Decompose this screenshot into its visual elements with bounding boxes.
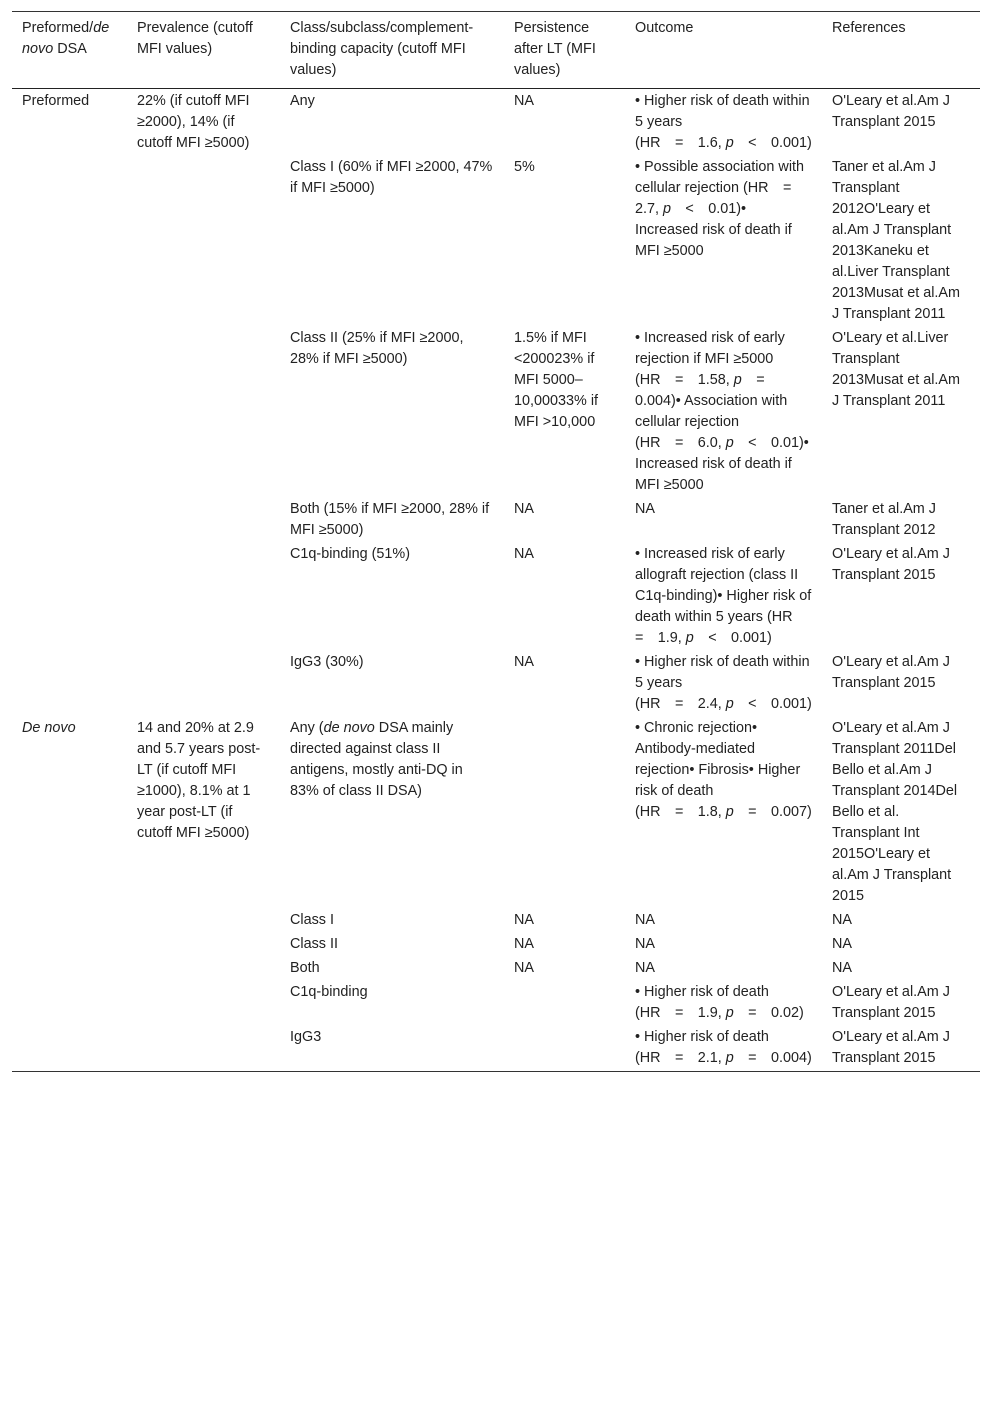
dsa-table: [12, 11, 980, 1072]
header-row: [12, 12, 980, 89]
prevalence-cell: 14 and 20% at 2.9 and 5.7 years post-LT (if cutoff MFI ≥1000), 8.1% at 1 year post-LT (if cutoff MFI ≥5000): [137, 720, 261, 841]
persistence-cell: 1.5% if MFI <200023% if MFI 5000–10,00033% if MFI >10,000: [514, 330, 599, 430]
class-cell: Both (15% if MFI ≥2000, 28% if MFI ≥5000): [290, 501, 490, 538]
header-dsa-type: Preformed/de novo DSA: [22, 20, 110, 57]
class-cell: C1q-binding: [290, 984, 368, 1000]
persistence-cell: NA: [514, 912, 534, 928]
persistence-cell: NA: [514, 546, 534, 562]
persistence-cell: NA: [514, 654, 534, 670]
persistence-cell: NA: [514, 960, 534, 976]
references-cell: O'Leary et al.Liver Transplant 2013Musat et al.Am J Transplant 2011: [832, 330, 960, 409]
references-cell: O'Leary et al.Am J Transplant 2015: [832, 93, 950, 130]
prevalence-cell: 22% (if cutoff MFI ≥2000), 14% (if cutoff MFI ≥5000): [137, 93, 250, 151]
references-cell: NA: [832, 912, 852, 928]
class-cell: IgG3 (30%): [290, 654, 364, 670]
references-cell: Taner et al.Am J Transplant 2012O'Leary et al.Am J Transplant 2013Kaneku et al.Liver Transplant 2013Musat et al.Am J Transplant 2011: [832, 159, 960, 322]
table-row: [12, 717, 980, 909]
class-cell: Any: [290, 93, 315, 109]
persistence-cell: [504, 981, 625, 1026]
persistence-cell: [504, 1026, 625, 1072]
references-cell: O'Leary et al.Am J Transplant 2015: [832, 546, 950, 583]
persistence-cell: 5%: [514, 159, 535, 175]
class-cell: Class I: [290, 912, 334, 928]
outcome-cell: NA: [635, 501, 655, 517]
outcome-cell: • Increased risk of early rejection if MFI ≥5000 (HR = 1.58, p = 0.004)• Association with cellular rejection (HR = 6.0, p < 0.01)• Increased risk of death if MFI ≥5000: [635, 330, 809, 493]
references-cell: O'Leary et al.Am J Transplant 2011Del Bello et al.Am J Transplant 2014Del Bello et al. Transplant Int 2015O'Leary et al.Am J Transplant 2015: [832, 720, 958, 904]
persistence-cell: NA: [514, 936, 534, 952]
references-cell: NA: [832, 960, 852, 976]
references-cell: O'Leary et al.Am J Transplant 2015: [832, 984, 950, 1021]
outcome-cell: • Higher risk of death within 5 years (HR = 1.6, p < 0.001): [635, 93, 812, 151]
persistence-cell: NA: [514, 93, 534, 109]
references-cell: O'Leary et al.Am J Transplant 2015: [832, 1029, 950, 1066]
class-cell: Class II (25% if MFI ≥2000, 28% if MFI ≥5000): [290, 330, 464, 367]
references-cell: O'Leary et al.Am J Transplant 2015: [832, 654, 950, 691]
references-cell: NA: [832, 936, 852, 952]
references-cell: Taner et al.Am J Transplant 2012: [832, 501, 936, 538]
dsa-type-cell: Preformed: [22, 93, 90, 109]
outcome-cell: NA: [635, 936, 655, 952]
header-outcome: Outcome: [635, 20, 694, 36]
class-cell: C1q-binding (51%): [290, 546, 410, 562]
outcome-cell: • Higher risk of death (HR = 1.9, p = 0.02): [635, 984, 804, 1021]
class-cell: IgG3: [290, 1029, 322, 1045]
outcome-cell: • Higher risk of death (HR = 2.1, p = 0.004): [635, 1029, 812, 1066]
table-body: [12, 89, 980, 1072]
table-header: [12, 12, 980, 89]
outcome-cell: • Higher risk of death within 5 years (HR = 2.4, p < 0.001): [635, 654, 812, 712]
dsa-type-cell: De novo: [22, 720, 76, 736]
class-cell: Class II: [290, 936, 338, 952]
outcome-cell: NA: [635, 960, 655, 976]
outcome-cell: • Increased risk of early allograft rejection (class II C1q-binding)• Higher risk of death within 5 years (HR = 1.9, p < 0.001): [635, 546, 812, 646]
class-cell: Any (de novo DSA mainly directed against class II antigens, mostly anti-DQ in 83% of class II DSA): [290, 720, 463, 799]
table-row: [12, 89, 980, 157]
persistence-cell: [504, 717, 625, 909]
header-references: References: [832, 20, 906, 36]
outcome-cell: • Possible association with cellular rejection (HR = 2.7, p < 0.01)• Increased risk of death if MFI ≥5000: [635, 159, 806, 259]
persistence-cell: NA: [514, 501, 534, 517]
header-persistence: Persistence after LT (MFI values): [514, 20, 596, 78]
class-cell: Class I (60% if MFI ≥2000, 47% if MFI ≥5000): [290, 159, 493, 196]
header-prevalence: Prevalence (cutoff MFI values): [137, 20, 253, 57]
outcome-cell: • Chronic rejection• Antibody-mediated rejection• Fibrosis• Higher risk of death (HR = 1.8, p = 0.007): [635, 720, 812, 820]
header-class: Class/subclass/complement-binding capacity (cutoff MFI values): [290, 20, 474, 78]
class-cell: Both: [290, 960, 320, 976]
outcome-cell: NA: [635, 912, 655, 928]
